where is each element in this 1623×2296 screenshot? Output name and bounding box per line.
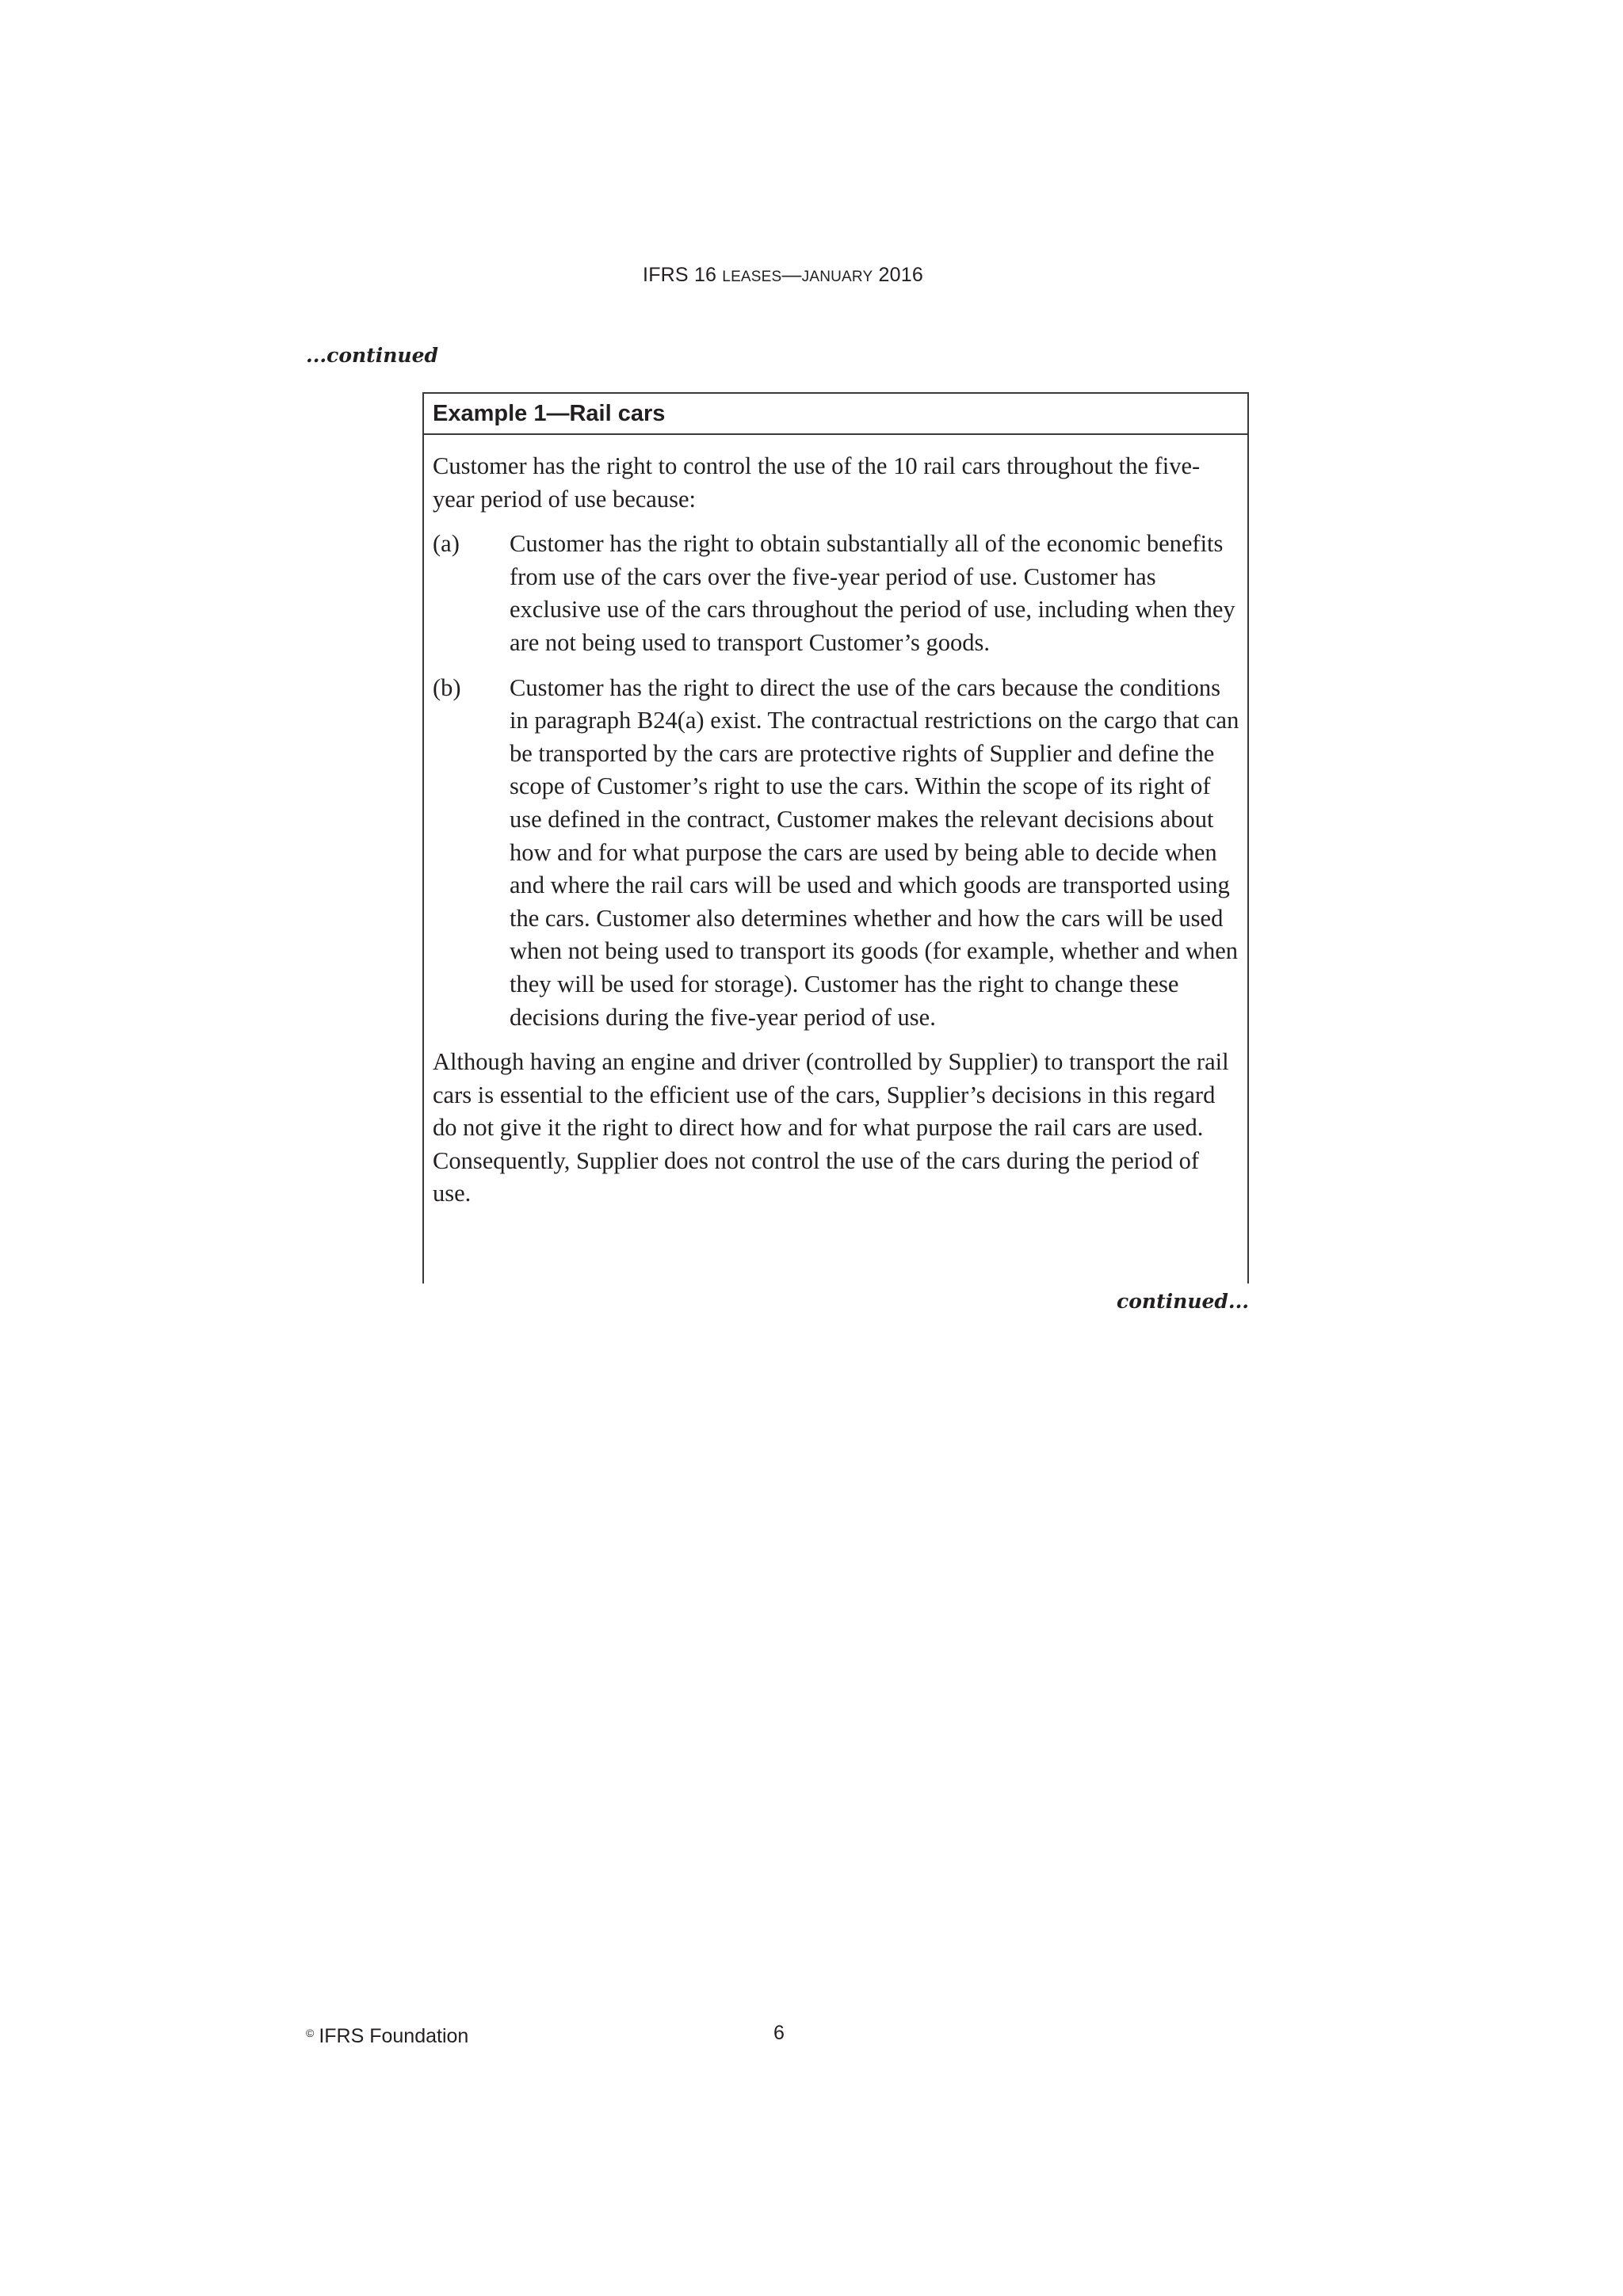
page-header bbox=[0, 261, 1566, 291]
header-month: JANUARY bbox=[801, 269, 873, 285]
example-intro-paragraph: Customer has the right to control the use of the 10 rail cars throughout the five-year period of use because: bbox=[433, 452, 1201, 513]
continued-bottom-label: continued... bbox=[1117, 1290, 1249, 1313]
list-item-label: (b) bbox=[433, 673, 461, 701]
header-dash: — bbox=[781, 264, 802, 286]
list-item-label: (a) bbox=[433, 530, 460, 558]
header-leases: LEASES bbox=[722, 269, 782, 285]
list-item-b bbox=[433, 672, 1239, 1035]
footer-organization: IFRS Foundation bbox=[319, 2025, 469, 2047]
header-prefix: IFRS 16 bbox=[643, 264, 723, 286]
copyright-icon: © bbox=[306, 2027, 315, 2039]
continued-top-label: ...continued bbox=[306, 344, 438, 367]
example-body bbox=[424, 450, 1247, 1211]
example-box bbox=[422, 392, 1249, 1283]
list-item-text: Customer has the right to direct the use of the cars because the conditions in paragraph B24(a) exist. The contractual restrictions on the cargo that can be transported by the cars are protective rights of Supplier and define the scope of Customer’s right to use the cars. Within the scope of its right of use defined in the contract, Customer makes the relevant decisions about how and for what purpose the cars are used by being able to decide when and where the rail cars will be used and which goods are transported using the cars. Customer also determines whether and how the cars will be used when not being used to transport its goods (for example, whether and when they will be used for storage). Customer has the right to change these decisions during the five-year period of use. bbox=[510, 673, 1239, 1031]
list-item-text: Customer has the right to obtain substantially all of the economic benefits from use of the cars over the five-year period of use. Customer has exclusive use of the cars throughout the period of use, including when they are not being used to transport Customer’s goods. bbox=[510, 530, 1235, 656]
example-title-row bbox=[424, 394, 1247, 435]
footer-copyright bbox=[306, 2019, 468, 2050]
header-year: 2016 bbox=[873, 264, 923, 286]
list-item-a bbox=[433, 528, 1239, 659]
page-number: 6 bbox=[773, 2022, 785, 2044]
example-closing-paragraph: Although having an engine and driver (controlled by Supplier) to transport the rail cars is essential to the efficient use of the cars, Supplier’s decisions in this regard do not give it the right to direct how and for what purpose the rail cars are used. Consequently, Supplier does not control the use of the cars during the period of use. bbox=[433, 1048, 1229, 1207]
example-title: Example 1—Rail cars bbox=[433, 401, 666, 426]
